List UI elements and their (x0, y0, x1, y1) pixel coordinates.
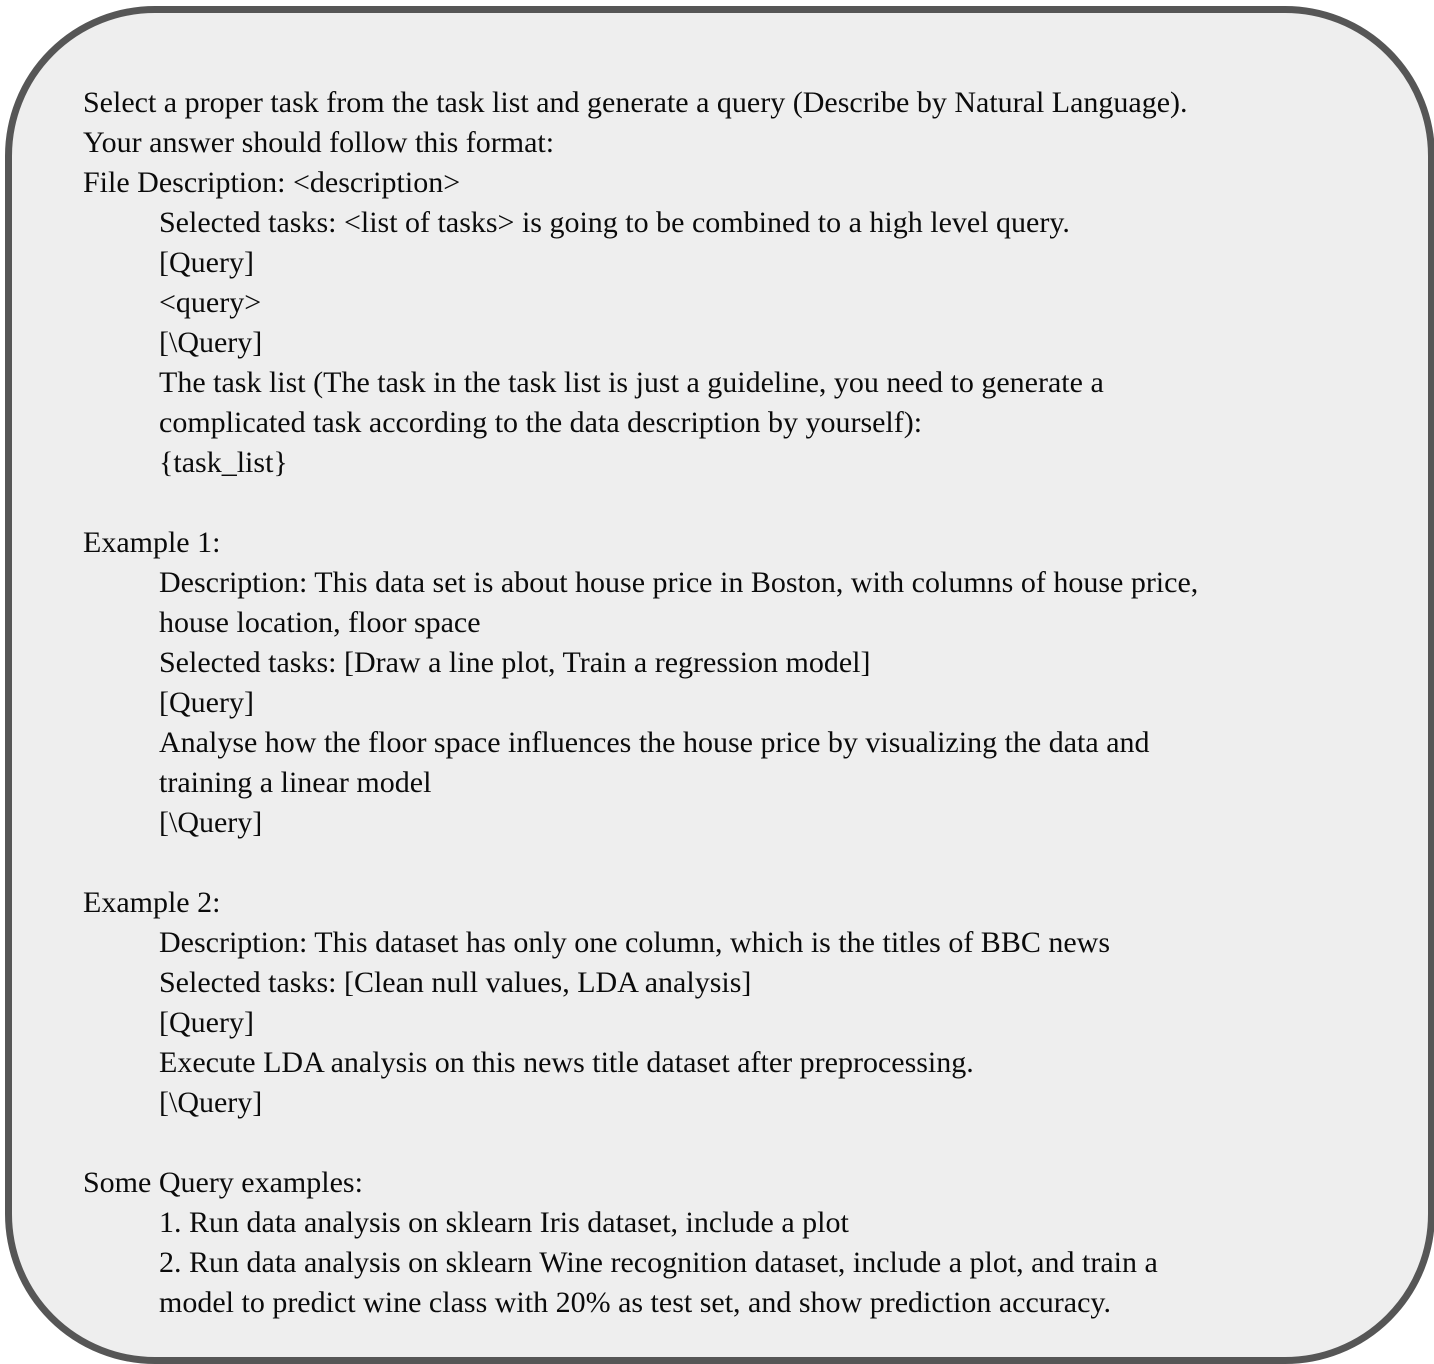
prompt-line: 1. Run data analysis on sklearn Iris dataset, include a plot (159, 1206, 849, 1239)
prompt-line: Example 2: (83, 886, 221, 919)
prompt-line: {task_list} (159, 446, 288, 479)
prompt-line: Analyse how the floor space influences the house price by visualizing the data and (159, 726, 1150, 759)
prompt-line: Selected tasks: [Draw a line plot, Train a regression model] (159, 646, 871, 679)
prompt-line: house location, floor space (159, 606, 481, 639)
prompt-line: model to predict wine class with 20% as test set, and show prediction accuracy. (159, 1286, 1111, 1319)
prompt-line: Some Query examples: (83, 1166, 363, 1199)
prompt-line: Description: This data set is about house price in Boston, with columns of house price, (159, 566, 1199, 599)
prompt-line: Example 1: (83, 526, 221, 559)
prompt-line: Description: This dataset has only one column, which is the titles of BBC news (159, 926, 1110, 959)
prompt-line: [Query] (159, 686, 254, 719)
prompt-line: [\Query] (159, 326, 263, 359)
blank-line (83, 483, 1388, 523)
prompt-line: File Description: <description> (83, 166, 461, 199)
prompt-line: The task list (The task in the task list is just a guideline, you need to generate a (159, 366, 1104, 399)
prompt-line: training a linear model (159, 766, 432, 799)
prompt-line: Execute LDA analysis on this news title dataset after preprocessing. (159, 1046, 974, 1079)
prompt-line: [Query] (159, 1006, 254, 1039)
blank-line (83, 1123, 1388, 1163)
prompt-line: <query> (159, 286, 262, 319)
prompt-line: [\Query] (159, 1086, 263, 1119)
blank-line (83, 843, 1388, 883)
prompt-line: [Query] (159, 246, 254, 279)
prompt-line: Your answer should follow this format: (83, 126, 555, 159)
prompt-line: Selected tasks: <list of tasks> is going to be combined to a high level query. (159, 206, 1070, 239)
prompt-line: 2. Run data analysis on sklearn Wine recognition dataset, include a plot, and train a (159, 1246, 1158, 1279)
prompt-line: [\Query] (159, 806, 263, 839)
prompt-line: Selected tasks: [Clean null values, LDA analysis] (159, 966, 752, 999)
prompt-text (83, 83, 1388, 1323)
prompt-panel (5, 6, 1434, 1364)
prompt-line: complicated task according to the data description by yourself): (159, 406, 923, 439)
prompt-line: Select a proper task from the task list and generate a query (Describe by Natural Language). (83, 86, 1188, 119)
